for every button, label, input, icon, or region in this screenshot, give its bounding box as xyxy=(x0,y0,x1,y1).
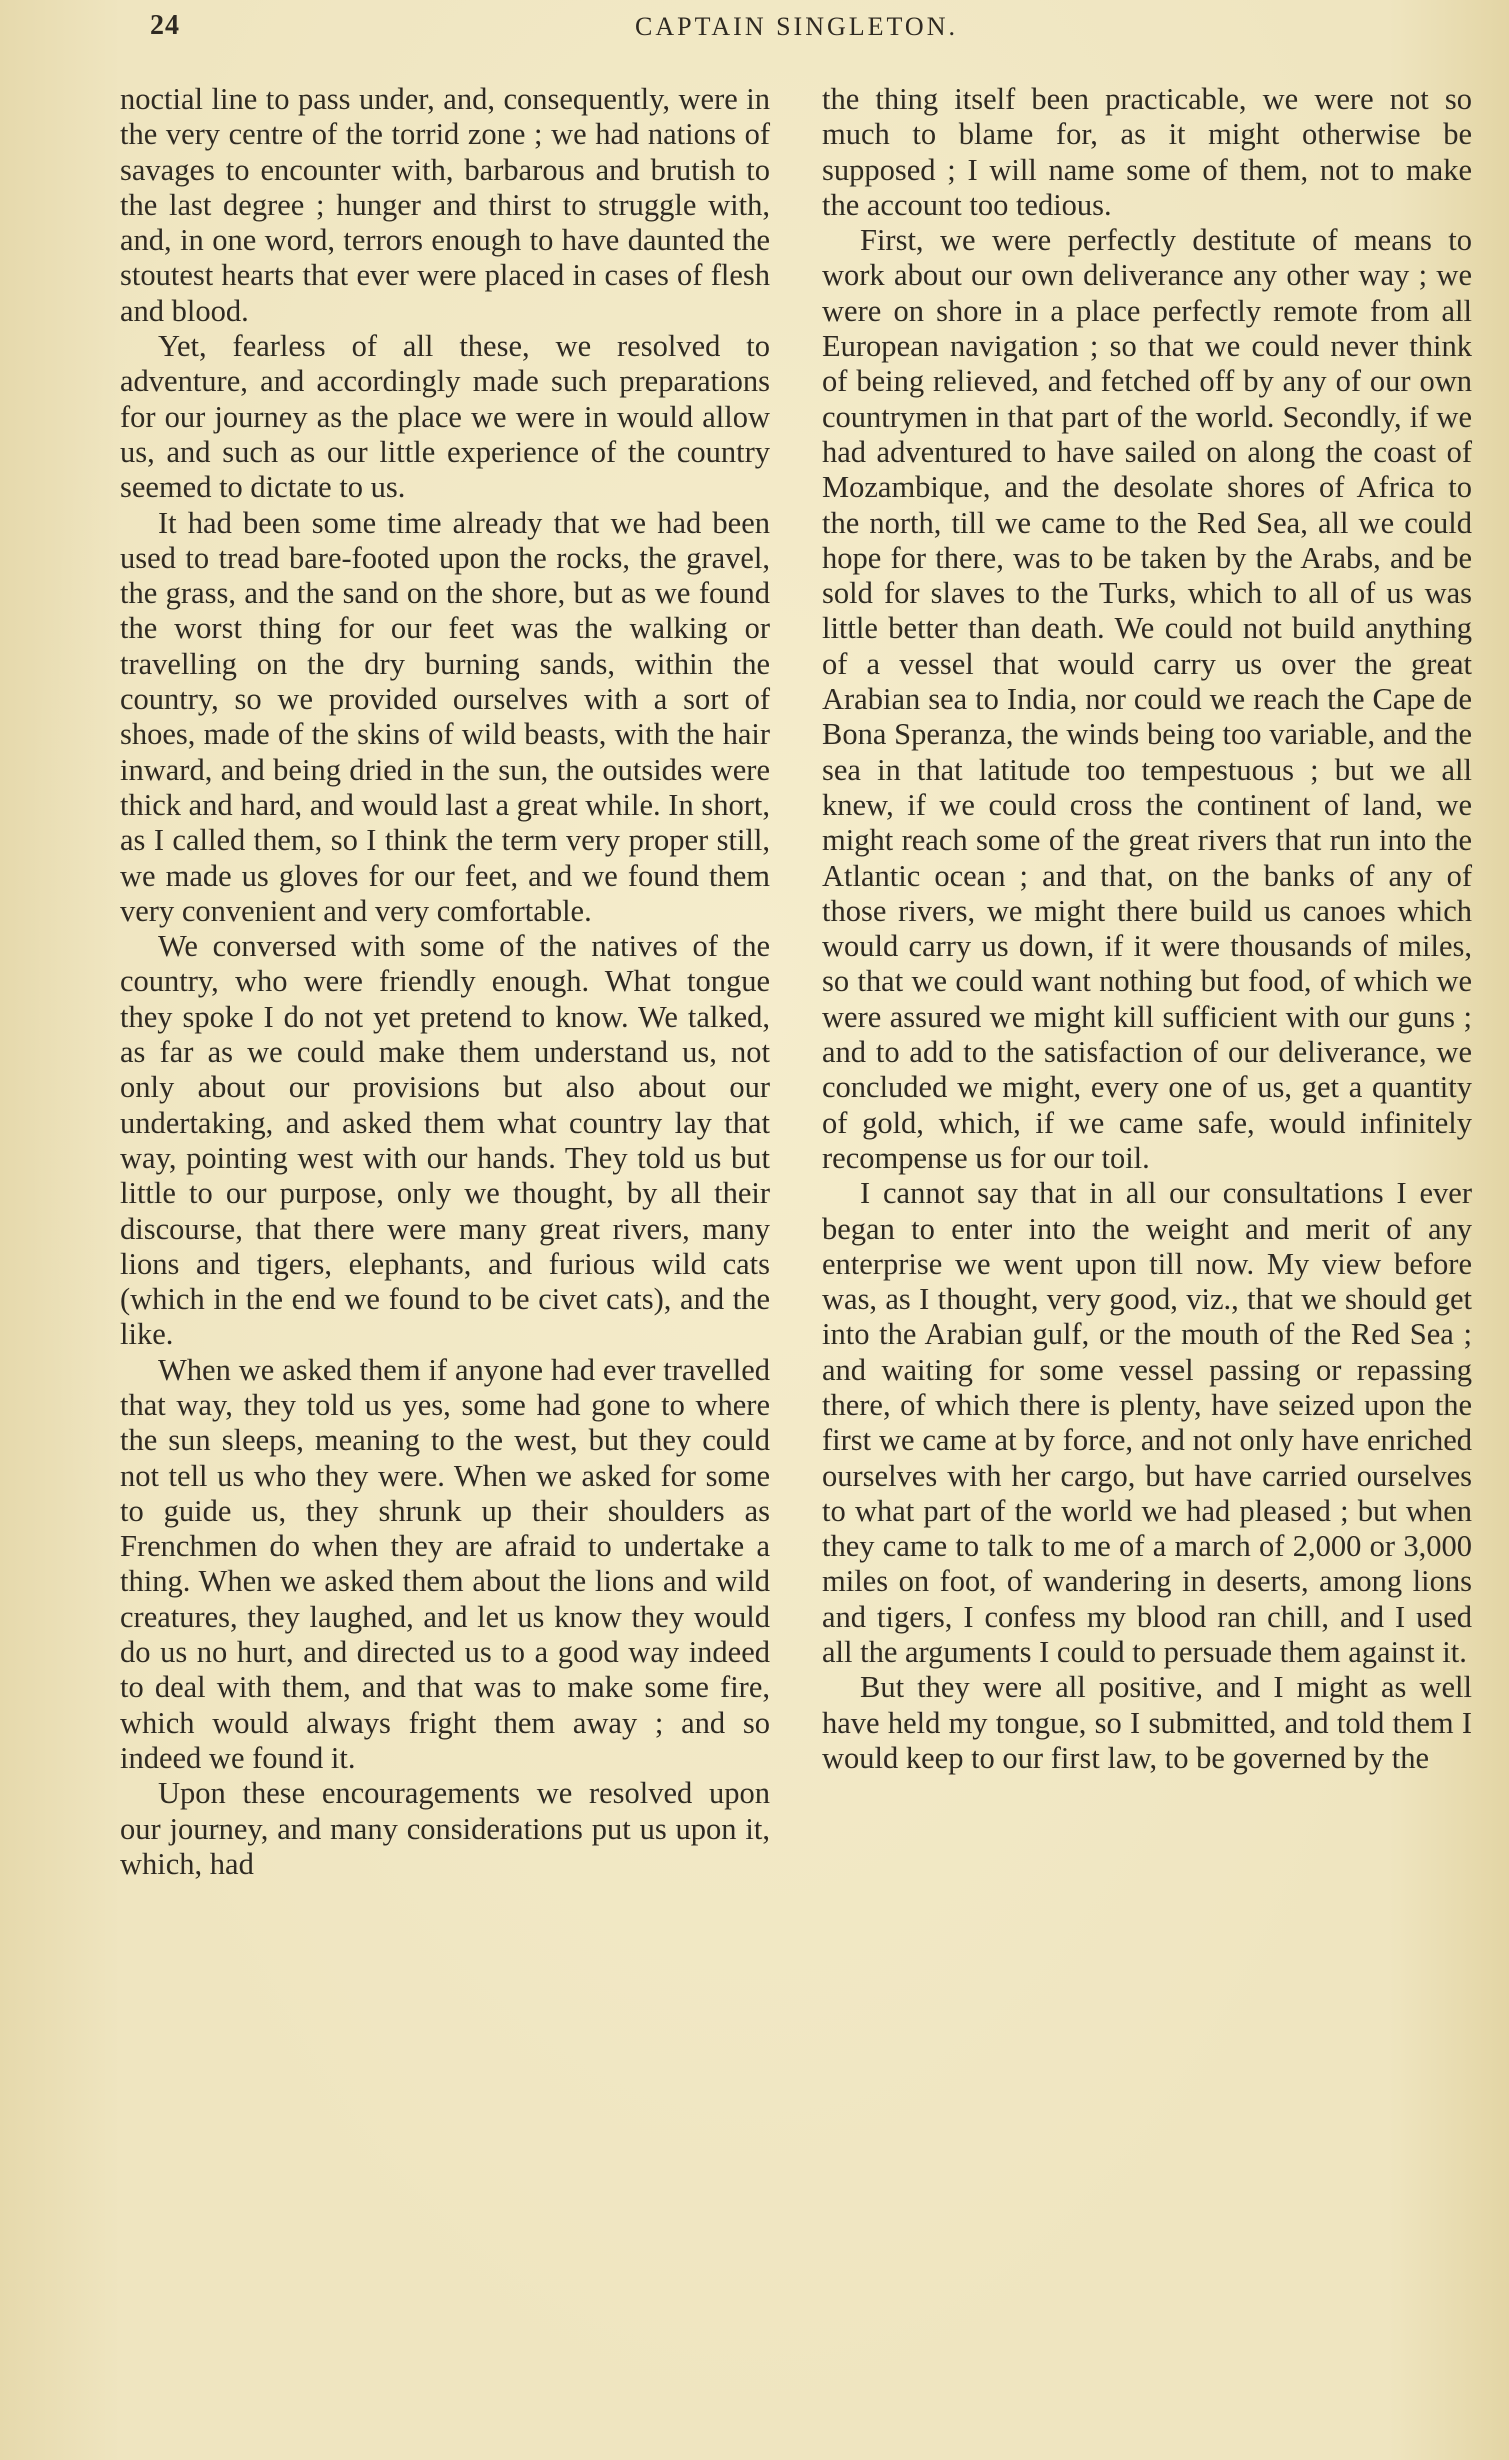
paragraph: Upon these encouragements we resolved upon our journey, and many considerations put us upon it, which, had xyxy=(120,1776,770,1881)
paragraph: I cannot say that in all our consultations I ever began to enter into the weight and merit of any enterprise we went upon till now. My view before was, as I thought, very good, viz., that we should get into the Arabian gulf, or the mouth of the Red Sea ; and waiting for some vessel passing or repassing there, of which there is plenty, have seized upon the first we came at by force, and not only have enriched ourselves with her cargo, but have carried ourselves to what part of the world we had pleased ; but when they came to talk to me of a march of 2,000 or 3,000 miles on foot, of wandering in deserts, among lions and tigers, I confess my blood ran chill, and I used all the arguments I could to persuade them against it. xyxy=(822,1176,1472,1670)
page-number: 24 xyxy=(150,10,180,41)
paragraph: But they were all positive, and I might as well have held my tongue, so I submitted, and told them I would keep to our first law, to be governed by the xyxy=(822,1670,1472,1775)
running-title: CAPTAIN SINGLETON. xyxy=(635,12,958,41)
page-header xyxy=(150,10,1480,50)
paragraph: First, we were perfectly destitute of means to work about our own deliverance any other way ; we were on shore in a place perfectly remote from all European navigation ; so that we could never think of being relieved, and fetched off by any of our own countrymen in that part of the world. Secondly, if we had adventured to have sailed on along the coast of Mozambique, and the desolate shores of Africa to the north, till we came to the Red Sea, all we could hope for there, was to be taken by the Arabs, and be sold for slaves to the Turks, which to all of us was little better than death. We could not build anything of a vessel that would carry us over the great Arabian sea to India, nor could we reach the Cape de Bona Speranza, the winds being too variable, and the sea in that latitude too tempestuous ; but we all knew, if we could cross the continent of land, we might reach some of the great rivers that run into the Atlantic ocean ; and that, on the banks of any of those rivers, we might there build us canoes which would carry us down, if it were thousands of miles, so that we could want nothing but food, of which we were assured we might kill sufficient with our guns ; and to add to the satisfaction of our deliverance, we concluded we might, every one of us, get a quantity of gold, which, if we came safe, would infinitely recompense us for our toil. xyxy=(822,223,1472,1175)
paragraph: Yet, fearless of all these, we resolved to adventure, and accordingly made such preparations for our journey as the place we were in would allow us, and such as our little experience of the country seemed to dictate to us. xyxy=(120,329,770,505)
right-text-column xyxy=(822,82,1472,1776)
paragraph: the thing itself been practicable, we were not so much to blame for, as it might otherwise be supposed ; I will name some of them, not to make the account too tedious. xyxy=(822,82,1472,222)
paragraph: When we asked them if anyone had ever travelled that way, they told us yes, some had gone to where the sun sleeps, meaning to the west, but they could not tell us who they were. When we asked for some to guide us, they shrunk up their shoulders as Frenchmen do when they are afraid to undertake a thing. When we asked them about the lions and wild creatures, they laughed, and let us know they would do us no hurt, and directed us to a good way indeed to deal with them, and that was to make some fire, which would always fright them away ; and so indeed we found it. xyxy=(120,1352,770,1775)
paragraph: We conversed with some of the natives of the country, who were friendly enough. What tongue they spoke I do not yet pretend to know. We talked, as far as we could make them understand us, not only about our provisions but also about our undertaking, and asked them what country lay that way, pointing west with our hands. They told us but little to our purpose, only we thought, by all their discourse, that there were many great rivers, many lions and tigers, elephants, and furious wild cats (which in the end we found to be civet cats), and the like. xyxy=(120,929,770,1352)
paragraph: noctial line to pass under, and, consequently, were in the very centre of the torrid zone ; we had nations of savages to encounter with, barbarous and brutish to the last degree ; hunger and thirst to struggle with, and, in one word, terrors enough to have daunted the stoutest hearts that ever were placed in cases of flesh and blood. xyxy=(120,82,770,328)
left-text-column xyxy=(120,82,770,1882)
paragraph: It had been some time already that we had been used to tread bare-footed upon the rocks, the gravel, the grass, and the sand on the shore, but as we found the worst thing for our feet was the walking or travelling on the dry burning sands, within the country, so we provided ourselves with a sort of shoes, made of the skins of wild beasts, with the hair inward, and being dried in the sun, the outsides were thick and hard, and would last a great while. In short, as I called them, so I think the term very proper still, we made us gloves for our feet, and we found them very convenient and very comfortable. xyxy=(120,505,770,928)
